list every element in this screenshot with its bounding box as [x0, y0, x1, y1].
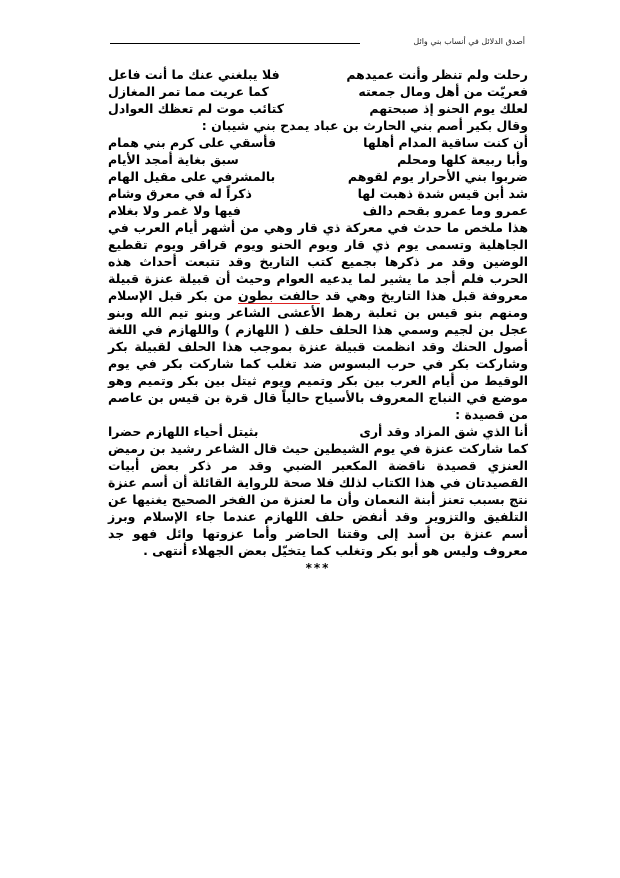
- verse-first-hemistich: أنا الذي شق المزاد وقد أرى: [359, 424, 528, 439]
- verse-second-hemistich: كما عريت مما تمر المغازل: [108, 84, 269, 99]
- running-title: أصدق الدلائل في أنساب بني وائل: [413, 37, 525, 46]
- body-text: [108, 66, 528, 577]
- verse-second-hemistich: فلا يبلغني عنك ما أنت فاعل: [108, 67, 280, 82]
- verse-first-hemistich: لعلك يوم الحنو إذ صبحتهم: [369, 101, 528, 116]
- verse-first-hemistich: أن كنت ساقية المدام أهلها: [363, 135, 528, 150]
- verse: [108, 423, 528, 440]
- verse-second-hemistich: كتائب موت لم تعظك العوادل: [108, 101, 285, 116]
- poem-3: [108, 423, 528, 440]
- verse-first-hemistich: فعريّت من أهل ومال جمعته: [358, 84, 528, 99]
- paragraph-text: هذا ملخص ما حدث في معركة ذي قار وهي من أشهر أيام العرب في الجاهلية وتسمى يوم ذي قار ويوم الحنو ويوم قراقر ويوم تقطيع الوضين وقد مر ذكرها بجميع كتب التاريخ وقد تتبعت أحداث هذه الحرب فلم أجد ما يشير لما يدعيه العوام وحيث أن قبيلة عنزة قبيلة معروفة قبل هذا التاريخ وهي قد: [108, 220, 529, 303]
- poem-1: [108, 66, 528, 117]
- verse: [108, 151, 528, 168]
- verse-first-hemistich: شد أبن قيس شدة ذهبت لها: [357, 186, 528, 201]
- verse-first-hemistich: وأبا ربيعة كلها ومحلم: [397, 152, 528, 167]
- verse-second-hemistich: بثيتل أحياء اللهازم حضرا: [108, 424, 259, 439]
- poem-2-intro: وقال بكير أصم بني الحارث بن عباد يمدح بني شيبان :: [201, 118, 528, 133]
- running-header: [110, 36, 525, 52]
- poem-2: [108, 134, 528, 219]
- verse-second-hemistich: فيها ولا غمر ولا بغلام: [108, 203, 241, 218]
- verse: [108, 202, 528, 219]
- verse-second-hemistich: سبق بغاية أمجد الأيام: [108, 152, 239, 167]
- verse: [108, 185, 528, 202]
- verse-second-hemistich: ذكراً له في معرق وشام: [108, 186, 252, 201]
- paragraph-dhi-qar: [108, 219, 528, 423]
- paragraph-conclusion: كما شاركت عنزة في يوم الشيطين حيث قال الشاعر رشيد بن رميض العنزي قصيدة ناقضة المكعبر الضبي وقد مر ذكر بعض أبيات القصيدتان في هذا الكتاب لذلك فلا صحة للرواية القائلة أن أسم عنزة نتج بسبب تعنز أبنة النعمان وأن ما لعنزة من الفخر الصحيح يغنيها عن التلفيق والتزوير وقد أنفض حلف اللهازم عندما جاء الإسلام وبرز أسم عنزة بن أسد إلى وقتنا الحاضر وأما عزوتها وائل فهو جد معروف وليس هو أبو بكر وتغلب كما يتخيّل بعض الجهلاء أنتهى .: [108, 441, 528, 558]
- verse: [108, 168, 528, 185]
- verse-first-hemistich: عمرو وما عمرو بقحم دالف: [362, 203, 528, 218]
- verse: [108, 83, 528, 100]
- verse: [108, 100, 528, 117]
- verse-second-hemistich: فأسقي على كرم بني همام: [108, 135, 277, 150]
- underlined-phrase: حالفت بطون: [238, 288, 320, 303]
- verse: [108, 66, 528, 83]
- paragraph-text: من بكر قبل الإسلام ومنهم بنو قيس بن ثعلبة رهط الأعشى الشاعر وبنو تيم الله وبنو عجل بن لجيم وسمي هذا الحلف حلف ( اللهازم ) واللهازم في اللغة أصول الحنك وقد انظمت قبيلة عنزة بموجب هذا الحلف لقبيلة بكر وشاركت بكر في حرب البسوس ضد تغلب كما شاركت بكر في يوم الوقيط من أيام العرب بين بكر وتميم ويوم ثيتل بين بكر وتميم وهو موضع في النباج المعروف بالأسياح حالياً قال قرة بن قيس بن عاصم من قصيدة :: [108, 288, 528, 422]
- verse: [108, 134, 528, 151]
- header-rule: [110, 43, 360, 44]
- section-separator: ***: [305, 561, 331, 575]
- verse-second-hemistich: بالمشرفي على مقيل الهام: [108, 169, 276, 184]
- verse-first-hemistich: ضربوا بني الأحرار يوم لقوهم: [347, 169, 528, 184]
- verse-first-hemistich: رحلت ولم تنظر وأنت عميدهم: [346, 67, 528, 82]
